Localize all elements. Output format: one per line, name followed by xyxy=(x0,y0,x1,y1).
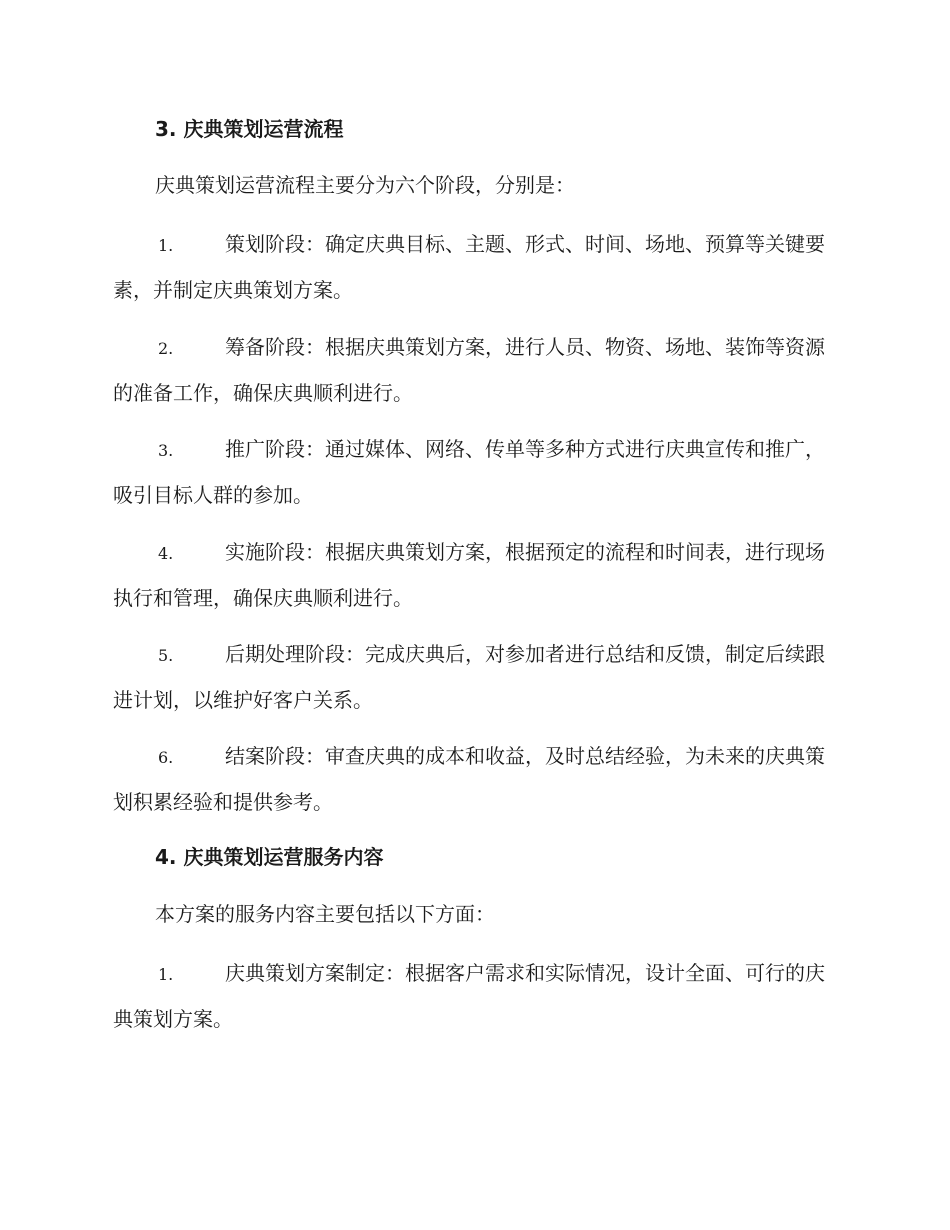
list-item xyxy=(113,427,835,517)
section-3-intro: 庆典策划运营流程主要分为六个阶段，分别是： xyxy=(155,173,575,197)
list-item-text: 结案阶段：审查庆典的成本和收益，及时总结经验，为未来的庆典策划积累经验和提供参考。 xyxy=(113,744,825,814)
section-4-heading: 4. 庆典策划运营服务内容 xyxy=(155,845,384,869)
section-3-heading: 3. 庆典策划运营流程 xyxy=(155,117,344,141)
section-4-intro: 本方案的服务内容主要包括以下方面： xyxy=(155,902,495,926)
list-item-text: 庆典策划方案制定：根据客户需求和实际情况，设计全面、可行的庆典策划方案。 xyxy=(113,961,825,1031)
list-item-number: 5. xyxy=(158,646,174,665)
list-item xyxy=(113,734,835,824)
list-item xyxy=(113,325,835,415)
list-item-text: 后期处理阶段：完成庆典后，对参加者进行总结和反馈，制定后续跟进计划，以维护好客户关系。 xyxy=(113,642,825,712)
list-item-number: 2. xyxy=(158,339,174,358)
list-item xyxy=(113,951,835,1041)
list-item-text: 筹备阶段：根据庆典策划方案，进行人员、物资、场地、装饰等资源的准备工作，确保庆典顺利进行。 xyxy=(113,335,825,405)
list-item-number: 3. xyxy=(158,441,174,460)
list-item-text: 实施阶段：根据庆典策划方案，根据预定的流程和时间表，进行现场执行和管理，确保庆典顺利进行。 xyxy=(113,540,825,610)
list-item-number: 1. xyxy=(158,236,174,255)
list-item-number: 1. xyxy=(158,965,174,984)
list-item xyxy=(113,222,835,312)
list-item-text: 策划阶段：确定庆典目标、主题、形式、时间、场地、预算等关键要素，并制定庆典策划方案。 xyxy=(113,232,825,302)
list-item xyxy=(113,530,835,620)
list-item-number: 6. xyxy=(158,748,174,767)
list-item-number: 4. xyxy=(158,544,174,563)
list-item xyxy=(113,632,835,722)
list-item-text: 推广阶段：通过媒体、网络、传单等多种方式进行庆典宣传和推广，吸引目标人群的参加。 xyxy=(113,437,825,507)
